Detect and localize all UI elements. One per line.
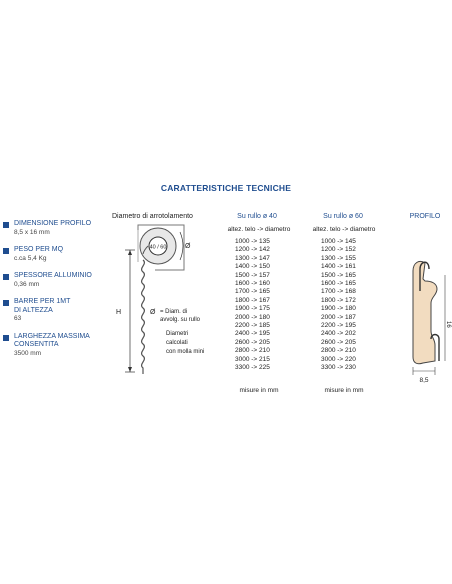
spec-label: LARGHEZZA MASSIMA [14, 332, 90, 340]
table60-subheading: altez. telo -> diametro [312, 226, 376, 233]
height-label: 16 [445, 321, 451, 328]
roller-label: 40 / 60 [149, 244, 167, 251]
list-item: 1700 -> 165 [235, 288, 270, 296]
list-item: 2200 -> 185 [235, 322, 270, 330]
spec-item-max-width [2, 333, 122, 359]
list-item: 1300 -> 147 [235, 254, 270, 262]
list-item: 1200 -> 152 [321, 246, 356, 254]
shutter-curtain [142, 260, 145, 374]
profile-shape [413, 261, 437, 363]
table40-subheading: altez. telo -> diametro [227, 226, 291, 233]
bullet-icon [3, 248, 9, 254]
spec-value: 8,5 x 16 mm [14, 228, 50, 236]
spec-label: PESO PER MQ [14, 246, 64, 253]
diameter-arc [180, 232, 183, 260]
list-item: 3300 -> 225 [235, 364, 270, 372]
bullet-icon [3, 222, 9, 228]
list-item: 1800 -> 172 [321, 296, 356, 304]
table60-list [321, 238, 356, 373]
list-item: 1900 -> 175 [235, 305, 270, 313]
list-item: 1400 -> 150 [235, 263, 270, 271]
table60-heading: Su rullo ø 60 [323, 213, 363, 220]
list-item: 1200 -> 142 [235, 246, 270, 254]
spec-value: 63 [14, 315, 22, 322]
list-item: 1500 -> 165 [321, 271, 356, 279]
list-item: 1900 -> 180 [321, 305, 356, 313]
roller-shutter-diagram [110, 222, 220, 382]
list-item: 2200 -> 195 [321, 322, 356, 330]
note-text-1: Diametri [166, 331, 189, 337]
list-item: 1500 -> 157 [235, 271, 270, 279]
spec-item-thickness [2, 272, 122, 289]
list-item: 1400 -> 161 [321, 263, 356, 271]
list-item: 1600 -> 160 [235, 280, 270, 288]
h-label: H [116, 309, 122, 316]
table40-list [235, 238, 270, 373]
table60-footer: misure in mm [324, 387, 364, 394]
table40-heading: Su rullo ø 40 [237, 213, 277, 220]
diameter-symbol: Ø [185, 243, 191, 250]
spec-list [2, 220, 122, 367]
spec-value: c.ca 5,4 Kg [14, 254, 47, 262]
list-item: 1800 -> 167 [235, 296, 270, 304]
list-item: 1000 -> 135 [235, 238, 270, 245]
table40-footer: misure in mm [239, 387, 279, 394]
list-item: 1700 -> 168 [321, 288, 356, 296]
spec-item-bars-per-meter [2, 298, 122, 324]
list-item: 3300 -> 230 [321, 364, 356, 372]
note-text-3: con molla mini [166, 349, 205, 355]
list-item: 3000 -> 220 [321, 355, 356, 363]
spec-value: 0,36 mm [14, 280, 40, 288]
spec-label: CONSENTITA [14, 341, 59, 348]
page-title: CARATTERISTICHE TECNICHE [160, 183, 292, 193]
legend-text-2: avvolg. su rullo [160, 317, 201, 323]
profile-heading: PROFILO [409, 213, 441, 220]
list-item: 2600 -> 205 [235, 338, 270, 346]
list-item: 2400 -> 202 [321, 330, 356, 338]
spec-label: BARRE PER 1MT [14, 298, 71, 305]
spec-label: DI ALTEZZA [14, 306, 53, 314]
profile-drawing [395, 255, 452, 385]
list-item: 2000 -> 187 [321, 313, 356, 321]
legend-symbol: Ø [150, 309, 156, 316]
list-item: 2800 -> 210 [235, 347, 270, 355]
spec-item-profile-size [2, 220, 122, 237]
list-item: 1300 -> 155 [321, 254, 356, 262]
bullet-icon [3, 335, 9, 341]
list-item: 2400 -> 195 [235, 330, 270, 338]
width-label: 8,5 [419, 377, 429, 384]
list-item: 1600 -> 165 [321, 280, 356, 288]
spec-item-weight [2, 246, 122, 263]
bullet-icon [3, 274, 9, 280]
list-item: 3000 -> 215 [235, 355, 270, 363]
diagram-title: Diametro di arrotolamento [112, 213, 193, 220]
spec-value: 3500 mm [14, 349, 42, 357]
spec-label: SPESSORE ALLUMINIO [14, 272, 92, 279]
bullet-icon [3, 300, 9, 306]
list-item: 1000 -> 145 [321, 238, 356, 245]
list-item: 2600 -> 205 [321, 338, 356, 346]
legend-text-1: = Diam. di [160, 309, 188, 315]
spec-label: DIMENSIONE PROFILO [14, 220, 92, 227]
note-text-2: calcolati [166, 340, 188, 346]
list-item: 2800 -> 210 [321, 347, 356, 355]
list-item: 2000 -> 180 [235, 313, 270, 321]
